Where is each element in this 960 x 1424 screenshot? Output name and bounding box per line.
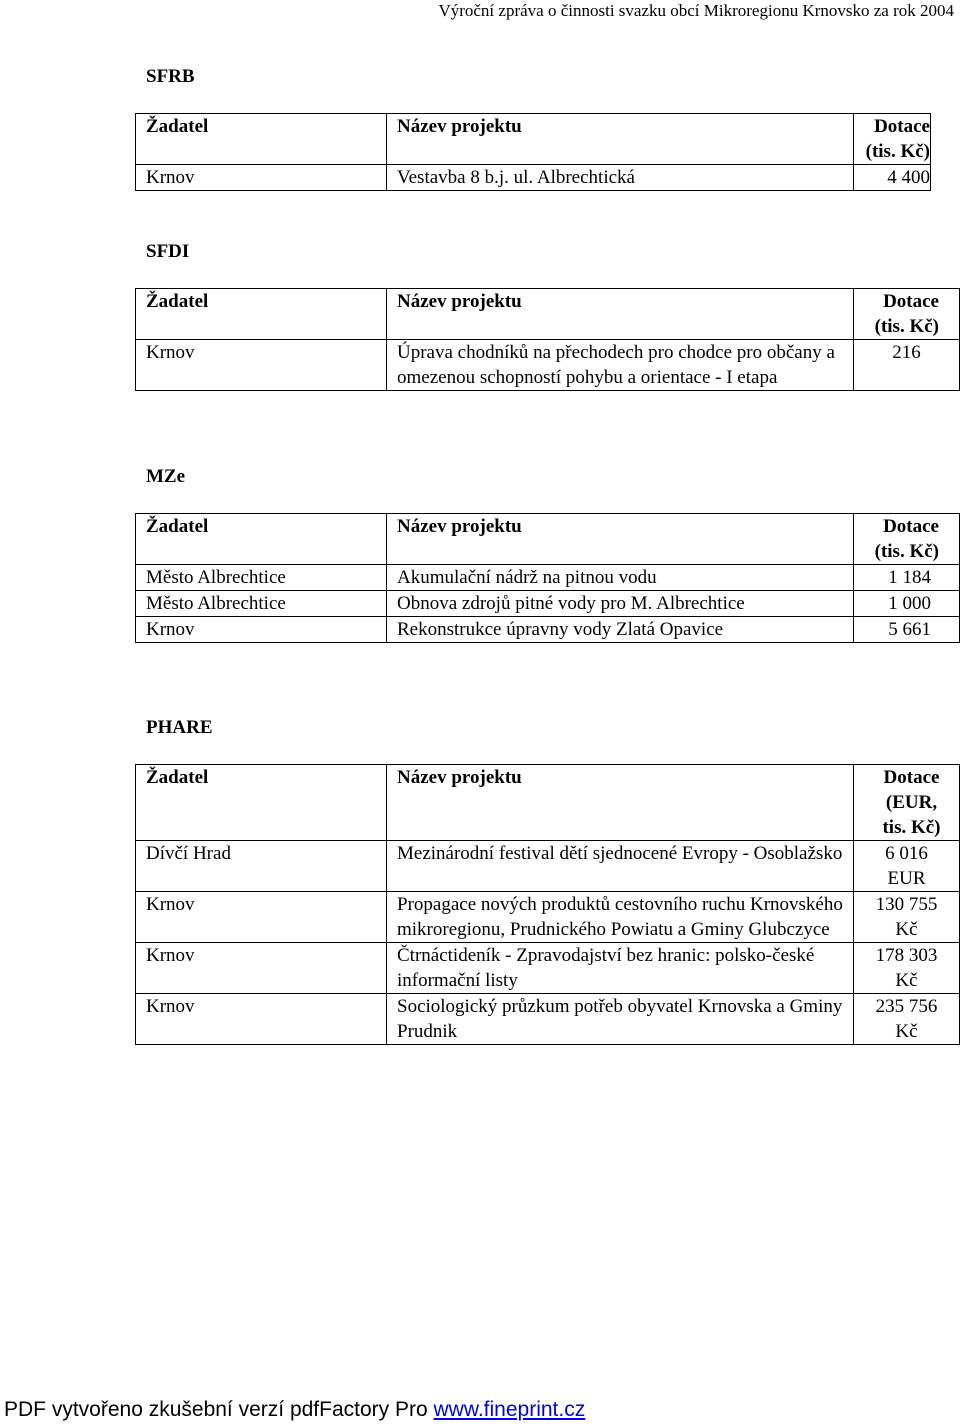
cell-applicant: Krnov	[136, 617, 387, 643]
table-row	[136, 841, 960, 892]
cell-applicant: Město Albrechtice	[136, 591, 387, 617]
section-title-mze: MZe	[146, 466, 186, 487]
cell-grant: 4 400	[854, 165, 931, 191]
header-applicant: Žadatel	[136, 765, 387, 841]
cell-project: Propagace nových produktů cestovního ruchu Krnovského mikroregionu, Prudnického Powiatu a Gminy Glubczyce	[387, 892, 854, 943]
header-project: Název projektu	[387, 289, 854, 340]
cell-grant: 1 000	[854, 591, 960, 617]
cell-grant: 235 756 Kč	[854, 994, 960, 1045]
cell-grant: 130 755 Kč	[854, 892, 960, 943]
section-title-sfdi: SFDI	[146, 241, 190, 262]
pdf-footer	[4, 1396, 585, 1424]
table-row	[136, 165, 931, 191]
cell-applicant: Krnov	[136, 340, 387, 391]
table-row	[136, 340, 960, 391]
table-mze	[135, 513, 960, 643]
cell-grant: 6 016 EUR	[854, 841, 960, 892]
table-header-row	[136, 114, 931, 165]
cell-applicant: Dívčí Hrad	[136, 841, 387, 892]
header-applicant: Žadatel	[136, 289, 387, 340]
table-row	[136, 617, 960, 643]
table-sfdi	[135, 288, 960, 391]
table-row	[136, 892, 960, 943]
cell-applicant: Město Albrechtice	[136, 565, 387, 591]
footer-link[interactable]: www.fineprint.cz	[433, 1398, 586, 1421]
table-row	[136, 994, 960, 1045]
cell-applicant: Krnov	[136, 994, 387, 1045]
header-project: Název projektu	[387, 514, 854, 565]
cell-project: Akumulační nádrž na pitnou vodu	[387, 565, 854, 591]
table-row	[136, 565, 960, 591]
cell-applicant: Krnov	[136, 165, 387, 191]
header-grant: Dotace (EUR, tis. Kč)	[854, 765, 960, 841]
header-project: Název projektu	[387, 765, 854, 841]
table-row	[136, 943, 960, 994]
report-header: Výroční zpráva o činnosti svazku obcí Mikroregionu Krnovsko za rok 2004	[438, 1, 954, 20]
cell-project: Úprava chodníků na přechodech pro chodce pro občany a omezenou schopností pohybu a orientace - I etapa	[387, 340, 854, 391]
table-header-row	[136, 514, 960, 565]
table-header-row	[136, 765, 960, 841]
header-grant: Dotace (tis. Kč)	[854, 289, 960, 340]
cell-project: Vestavba 8 b.j. ul. Albrechtická	[387, 165, 854, 191]
table-phare	[135, 764, 960, 1045]
section-title-sfrb: SFRB	[146, 66, 195, 87]
table-row	[136, 591, 960, 617]
section-title-phare: PHARE	[146, 717, 213, 738]
header-project: Název projektu	[387, 114, 854, 165]
cell-grant: 178 303 Kč	[854, 943, 960, 994]
cell-project: Rekonstrukce úpravny vody Zlatá Opavice	[387, 617, 854, 643]
header-applicant: Žadatel	[136, 114, 387, 165]
cell-project: Mezinárodní festival dětí sjednocené Evropy - Osoblažsko	[387, 841, 854, 892]
cell-grant: 1 184	[854, 565, 960, 591]
cell-project: Sociologický průzkum potřeb obyvatel Krnovska a Gminy Prudnik	[387, 994, 854, 1045]
footer-text: PDF vytvořeno zkušební verzí pdfFactory Pro	[4, 1398, 434, 1421]
cell-applicant: Krnov	[136, 943, 387, 994]
table-header-row	[136, 289, 960, 340]
header-grant: Dotace (tis. Kč)	[854, 114, 931, 165]
table-sfrb	[135, 113, 931, 191]
header-applicant: Žadatel	[136, 514, 387, 565]
cell-grant: 5 661	[854, 617, 960, 643]
cell-grant: 216	[854, 340, 960, 391]
cell-project: Čtrnáctideník - Zpravodajství bez hranic: polsko-české informační listy	[387, 943, 854, 994]
header-grant: Dotace (tis. Kč)	[854, 514, 960, 565]
cell-project: Obnova zdrojů pitné vody pro M. Albrechtice	[387, 591, 854, 617]
cell-applicant: Krnov	[136, 892, 387, 943]
